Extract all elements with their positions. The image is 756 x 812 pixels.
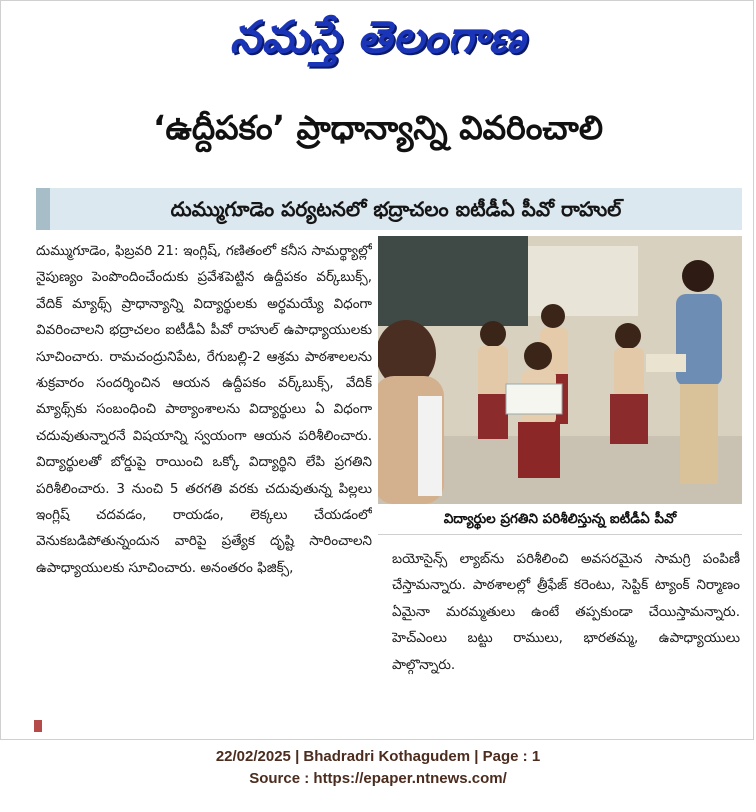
article-body-right-column: [392, 546, 740, 716]
article-body-left-text: దుమ్ముగూడెం, ఫిబ్రవరి 21: ఇంగ్లిష్, గణితంలో కనీస సామర్థ్యాల్లో నైపుణ్యం పెంపొందించేందుకు ప్రవేశపెట్టిన ఉద్దీపకం వర్క్‌బుక్స్, వేదిక్ మ్యాథ్స్ ప్రాధాన్యాన్ని విద్యార్థులకు అర్థమయ్యే విధంగా వివరించాలని భద్రాచలం ఐటీడీఏ పీవో రాహుల్ ఉపాధ్యాయులకు సూచించారు. రామచంద్రునిపేట, రేగుబల్లి-2 ఆశ్రమ పాఠశాలలను శుక్రవారం సందర్శించిన ఆయన ఉద్దీపకం వర్క్‌బుక్స్, వేదిక్ మ్యాథ్స్‌కు సంబంధించి పాఠ్యాంశాలను విద్యార్థులు ఏ విధంగా చదువుతున్నారనే విషయాన్ని స్వయంగా ఆయన పరిశీలించారు. విద్యార్థులతో బోర్డుపై రాయించి ఒక్కో విద్యార్థిని లేపి ప్రగతిని పరిశీలించారు. 3 నుంచి 5 తరగతి వరకు చదువుతున్న పిల్లలు ఇంగ్లిష్ చదవడం, రాయడం, లెక్కలు చేయడంలో వెనుకబడిపోతున్నందున వారిపై ప్రత్యేక దృష్టి సారించాలని ఉపాధ్యాయులకు సూచించారు. అనంతరం ఫిజిక్స్,: [36, 243, 372, 576]
article-headline: ‘ఉద్దీపకం’ ప్రాధాన్యాన్ని వివరించాలి: [152, 108, 604, 147]
article-subheadline: దుమ్ముగూడెం పర్యటనలో భద్రాచలం ఐటీడీఏ పీవో రాహుల్: [170, 197, 622, 221]
newspaper-masthead: నమస్తే తెలంగాణ: [229, 12, 527, 63]
subheadline-bar: [36, 188, 742, 230]
page-footer: [0, 746, 756, 790]
classroom-photo-illustration: [378, 236, 742, 504]
article-photo: [378, 236, 742, 504]
footer-date-edition-page: 22/02/2025 | Bhadradri Kothagudem | Page : 1: [215, 748, 541, 765]
article-body-right-text: బయోసైన్స్ ల్యాబ్‌ను పరిశీలించి అవసరమైన సామగ్రి పంపిణీ చేస్తామన్నారు. పాఠశాలల్లో త్రీఫేజ్ కరెంటు, సెప్టిక్ ట్యాంక్ నిర్మాణం ఏమైనా మరమ్మతులు ఉంటే తప్పకుండా చేయిస్తామన్నారు. హెచ్‌ఎంలు బట్టు రాములు, భారతమ్మ, ఉపాధ్యాయులు పాల్గొన్నారు.: [392, 551, 740, 673]
article-body-left-column: [36, 238, 372, 716]
footer-source-link[interactable]: Source : https://epaper.ntnews.com/: [249, 770, 507, 787]
column-end-marker: [34, 720, 42, 732]
photo-caption: విద్యార్థుల ప్రగతిని పరిశీలిస్తున్న ఐటీడీఏ పీవో: [378, 504, 742, 535]
